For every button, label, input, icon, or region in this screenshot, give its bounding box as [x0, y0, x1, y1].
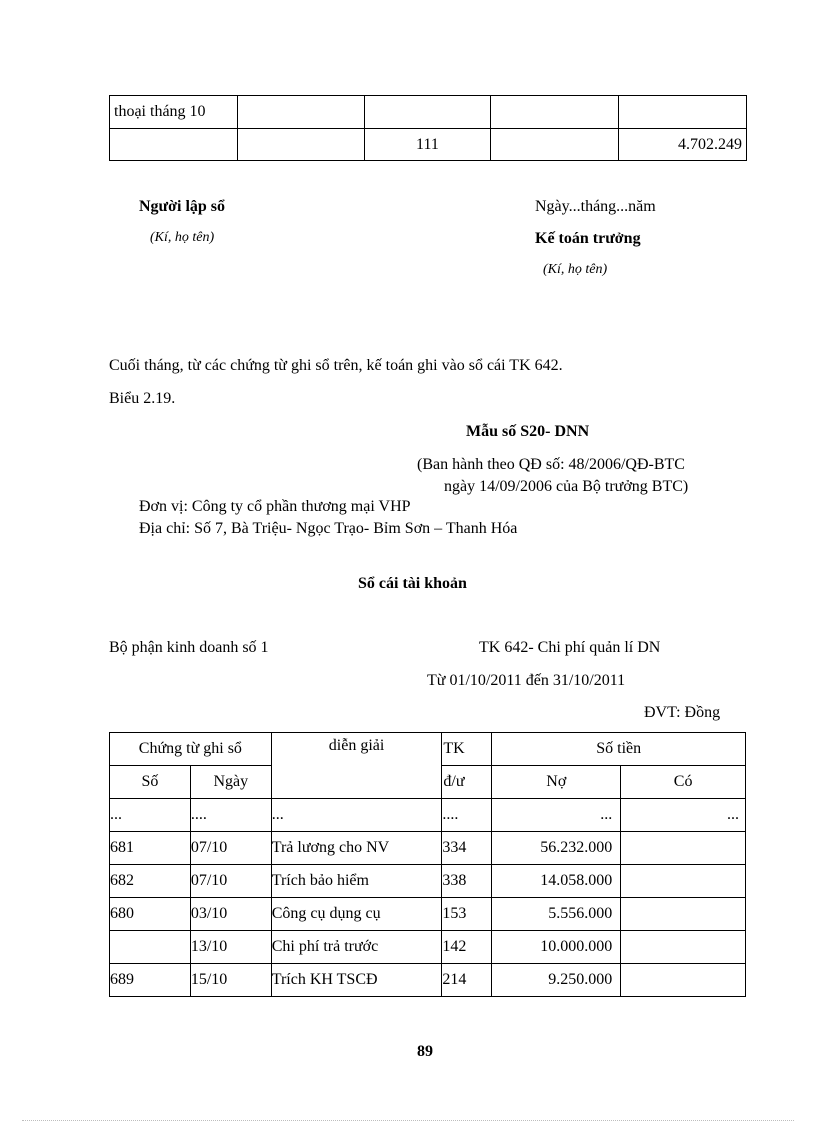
company-unit: Đơn vị: Công ty cổ phần thương mại VHP: [139, 498, 411, 515]
page-bottom-divider: [22, 1120, 794, 1121]
table-cell: 4.702.249: [619, 129, 747, 161]
table-label: Biểu 2.19.: [109, 390, 176, 407]
cell-date: ....: [190, 799, 271, 832]
cell-account: 153: [442, 898, 492, 931]
table-cell: [110, 129, 238, 161]
header-credit: Có: [621, 766, 746, 799]
currency-unit: ĐVT: Đồng: [644, 704, 721, 721]
header-date: Ngày: [190, 766, 271, 799]
form-code: Mẫu số S20- DNN: [466, 423, 590, 440]
cell-credit: [621, 865, 746, 898]
cell-debit: 5.556.000: [492, 898, 621, 931]
cell-date: 07/10: [190, 832, 271, 865]
table-row: [110, 129, 747, 161]
header-amount: Số tiền: [492, 733, 746, 766]
cell-number: 682: [110, 865, 191, 898]
cell-number: [110, 931, 191, 964]
period: Từ 01/10/2011 đến 31/10/2011: [427, 672, 626, 689]
table-cell: [364, 96, 491, 129]
cell-account: 142: [442, 931, 492, 964]
page-number: 89: [417, 1043, 433, 1060]
table-cell: [619, 96, 747, 129]
table-cell: [237, 129, 364, 161]
cell-debit: ...: [492, 799, 621, 832]
cell-debit: 9.250.000: [492, 964, 621, 997]
cell-credit: [621, 964, 746, 997]
intro-paragraph: Cuối tháng, từ các chứng từ ghi sổ trên, kế toán ghi vào sổ cái TK 642.: [109, 357, 563, 374]
header-voucher: Chứng từ ghi sổ: [110, 733, 272, 766]
date-line: Ngày...tháng...năm: [535, 198, 656, 215]
cell-description: Chi phí trả trước: [271, 931, 442, 964]
header-number: Số: [110, 766, 191, 799]
account-name: TK 642- Chi phí quản lí DN: [479, 639, 661, 656]
decree-line-2: ngày 14/09/2006 của Bộ trưởng BTC): [444, 478, 689, 495]
cell-date: 07/10: [190, 865, 271, 898]
cell-account: 214: [442, 964, 492, 997]
cell-account: 338: [442, 865, 492, 898]
table-row: [110, 832, 746, 865]
cell-description: Trích bảo hiểm: [271, 865, 442, 898]
department: Bộ phận kinh doanh số 1: [109, 639, 269, 656]
cell-date: 03/10: [190, 898, 271, 931]
cell-debit: 56.232.000: [492, 832, 621, 865]
table-row: [110, 799, 746, 832]
header-debit: Nợ: [492, 766, 621, 799]
cell-number: ...: [110, 799, 191, 832]
table-row: [110, 964, 746, 997]
cell-date: 13/10: [190, 931, 271, 964]
cell-description: ...: [271, 799, 442, 832]
header-account-top: TK: [442, 733, 492, 766]
table-row: [110, 96, 747, 129]
cell-credit: [621, 898, 746, 931]
cell-credit: [621, 931, 746, 964]
cell-debit: 14.058.000: [492, 865, 621, 898]
cell-number: 680: [110, 898, 191, 931]
table-row: [110, 865, 746, 898]
table-header-row: [110, 733, 746, 766]
table-row: [110, 898, 746, 931]
header-description: diễn giải: [271, 733, 442, 799]
chief-accountant-note: (Kí, họ tên): [543, 262, 608, 277]
table-row: [110, 931, 746, 964]
chief-accountant-title: Kế toán trưởng: [535, 230, 641, 247]
table-cell: 111: [364, 129, 491, 161]
cell-account: 334: [442, 832, 492, 865]
cell-credit: ...: [621, 799, 746, 832]
ledger-title: Sổ cái tài khoản: [358, 575, 467, 592]
cell-credit: [621, 832, 746, 865]
preparer-title: Người lập sổ: [139, 198, 226, 215]
cell-debit: 10.000.000: [492, 931, 621, 964]
cell-description: Công cụ dụng cụ: [271, 898, 442, 931]
table-cell: [491, 129, 619, 161]
table-cell: [491, 96, 619, 129]
cell-description: Trích KH TSCĐ: [271, 964, 442, 997]
company-address: Địa chỉ: Số 7, Bà Triệu- Ngọc Trạo- Bỉm Sơn – Thanh Hóa: [139, 520, 518, 537]
cell-number: 689: [110, 964, 191, 997]
table-cell: thoại tháng 10: [110, 96, 238, 129]
table-cell: [237, 96, 364, 129]
header-account-bottom: đ/ư: [442, 766, 492, 799]
cell-number: 681: [110, 832, 191, 865]
cell-account: ....: [442, 799, 492, 832]
decree-line-1: (Ban hành theo QĐ số: 48/2006/QĐ-BTC: [417, 456, 685, 473]
top-table: [109, 95, 747, 161]
preparer-note: (Kí, họ tên): [150, 230, 215, 245]
cell-description: Trả lương cho NV: [271, 832, 442, 865]
ledger-table: [109, 732, 746, 997]
cell-date: 15/10: [190, 964, 271, 997]
